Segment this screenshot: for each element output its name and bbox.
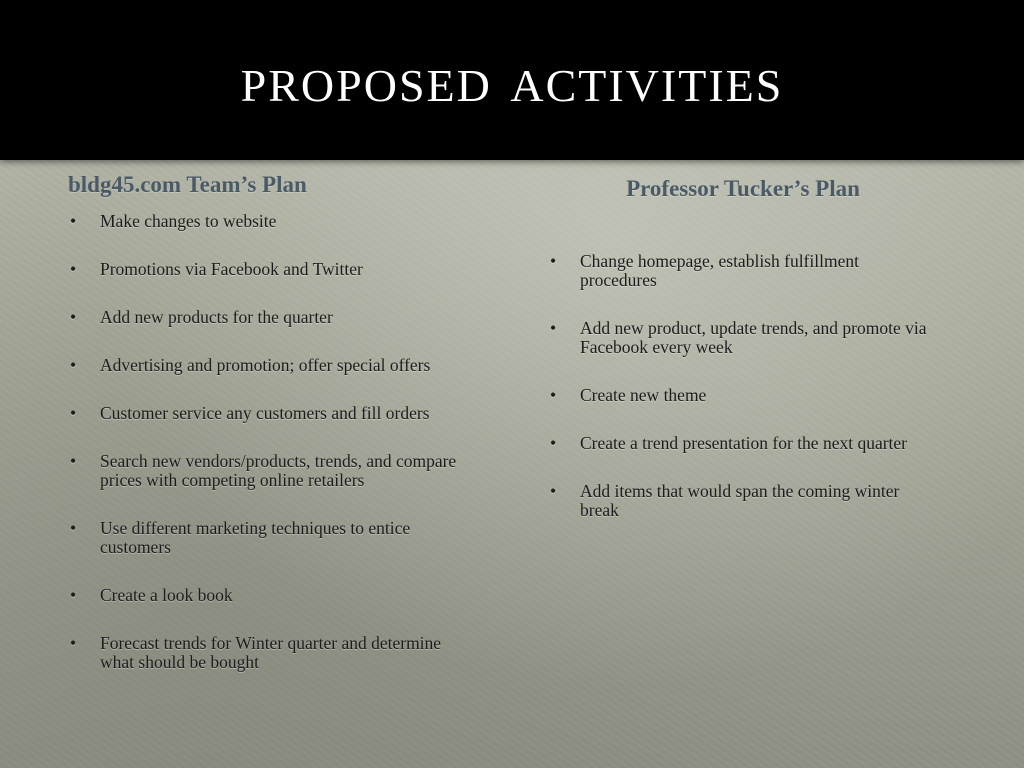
list-item-text: Change homepage, establish fulfillment procedures xyxy=(580,251,859,290)
list-item-text: Make changes to website xyxy=(100,211,277,231)
bullet-icon: • xyxy=(70,518,77,538)
bullet-icon: • xyxy=(550,318,557,338)
right-column-heading: Professor Tucker’s Plan xyxy=(626,176,860,201)
bullet-icon: • xyxy=(550,385,557,405)
list-item-text: Advertising and promotion; offer special offers xyxy=(100,355,431,375)
bullet-icon: • xyxy=(550,481,557,501)
bullet-icon: • xyxy=(550,433,557,453)
left-column-heading: bldg45.com Team’s Plan xyxy=(68,172,307,197)
list-item-text: Create new theme xyxy=(580,385,707,405)
bullet-icon: • xyxy=(70,211,77,231)
list-item-text: Customer service any customers and fill orders xyxy=(100,403,430,423)
list-item xyxy=(68,452,458,490)
list-item-text: Add new products for the quarter xyxy=(100,307,333,327)
list-item xyxy=(68,586,458,605)
list-item xyxy=(548,386,938,405)
slide-title: proposed activities xyxy=(240,43,784,116)
list-item xyxy=(548,482,938,520)
title-bar xyxy=(0,0,1024,160)
bullet-icon: • xyxy=(70,307,77,327)
list-item-text: Use different marketing techniques to entice customers xyxy=(100,518,411,557)
list-item-text: Add items that would span the coming winter break xyxy=(580,481,900,520)
right-column xyxy=(548,174,938,549)
bullet-icon: • xyxy=(70,355,77,375)
list-item xyxy=(68,404,458,423)
bullet-icon: • xyxy=(70,259,77,279)
bullet-icon: • xyxy=(70,451,77,471)
list-item xyxy=(68,634,458,672)
list-item-text: Forecast trends for Winter quarter and determine what should be bought xyxy=(100,633,442,672)
list-item xyxy=(68,519,458,557)
list-item xyxy=(548,319,938,357)
list-item xyxy=(68,260,458,279)
list-item xyxy=(548,434,938,453)
list-item xyxy=(548,252,938,290)
bullet-icon: • xyxy=(550,251,557,271)
list-item xyxy=(68,356,458,375)
list-item-text: Create a trend presentation for the next quarter xyxy=(580,433,908,453)
left-column xyxy=(68,170,458,701)
bullet-icon: • xyxy=(70,403,77,423)
list-item-text: Add new product, update trends, and promote via Facebook every week xyxy=(580,318,927,357)
bullet-icon: • xyxy=(70,633,77,653)
right-bullet-list xyxy=(548,252,938,520)
list-item xyxy=(68,212,458,231)
bullet-icon: • xyxy=(70,585,77,605)
list-item xyxy=(68,308,458,327)
list-item-text: Create a look book xyxy=(100,585,233,605)
list-item-text: Search new vendors/products, trends, and compare prices with competing online retailers xyxy=(100,451,457,490)
left-bullet-list xyxy=(68,212,458,672)
list-item-text: Promotions via Facebook and Twitter xyxy=(100,259,363,279)
